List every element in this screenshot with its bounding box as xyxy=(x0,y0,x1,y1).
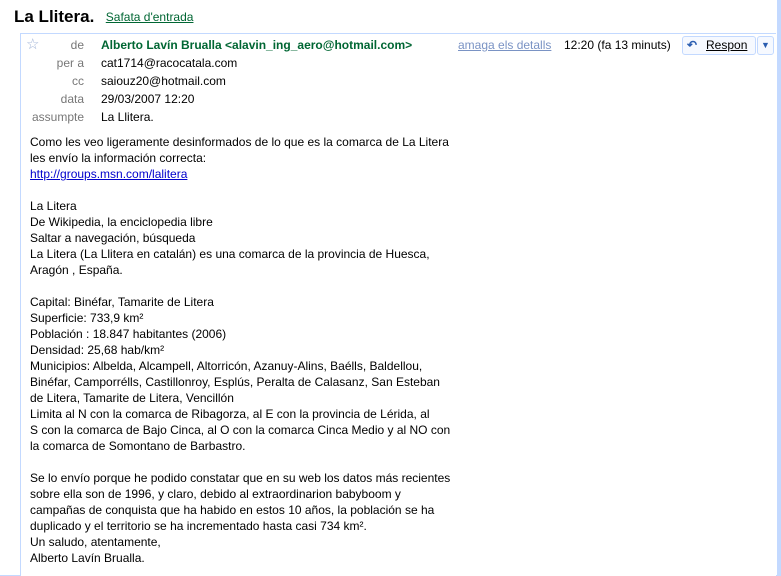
sender[interactable]: Alberto Lavín Brualla <alavin_ing_aero@hotmail.com> xyxy=(101,38,413,52)
from-label: de xyxy=(70,38,84,52)
subject-label: assumpte xyxy=(31,110,84,124)
to-value: cat1714@racocatala.com xyxy=(101,56,238,70)
to-label: per a xyxy=(56,56,84,70)
group-link[interactable]: http://groups.msn.com/lalitera xyxy=(30,167,188,181)
cc-value: saiouz20@hotmail.com xyxy=(101,74,226,88)
reply-arrow-icon: ↶ xyxy=(687,38,698,52)
message-body xyxy=(30,134,550,566)
more-options-button[interactable] xyxy=(757,36,774,55)
reply-button[interactable] xyxy=(682,36,756,55)
cc-label: cc xyxy=(72,74,84,88)
inbox-label-link[interactable]: Safata d'entrada xyxy=(105,10,194,24)
message-time: 12:20 (fa 13 minuts) xyxy=(564,38,671,52)
email-subject: La Llitera. xyxy=(14,7,95,26)
chevron-down-icon: ▼ xyxy=(761,40,770,50)
reply-label: Respon xyxy=(706,38,748,52)
subject-row xyxy=(14,7,193,27)
message-card xyxy=(20,33,776,576)
star-icon[interactable]: ☆ xyxy=(26,36,40,53)
date-value: 29/03/2007 12:20 xyxy=(101,92,195,106)
hide-details-link[interactable]: amaga els detalls xyxy=(458,38,552,52)
body-text: La Litera De Wikipedia, la enciclopedia libre Saltar a navegación, búsqueda La Litera (La Llitera en catalán) es una comarca de la provincia de Huesca, Aragón , España. Capital: Binéfar, Tamarite de Litera Superficie: 733,9 km² Población : 18.847 habitantes (2006) Densidad: 25,68 hab/km² Municipios: Albelda, Alcampell, Altorricón, Azanuy-Alins, Baélls, Baldellou, Binéfar, Camporrélls, Castillonroy, Esplús, Peralta de Calasanz, San Esteban de Litera, Tamarite de Litera, Vencillón Limita al N con la comarca de Ribagorza, al E con la provincia de Lérida, al S con la comarca de Bajo Cinca, al O con la comarca Cinca Medio y al NO con la comarca de Somontano de Barbastro. Se lo envío porque he podido constatar que en su web los datos más recientes sobre ella son de 1996, y claro, debido al extraordinarion babyboom y campañas de conquista que ha habido en estos 10 años, la población se ha duplicado y el territorio se ha incrementado hasta casi 734 km². Un saludo, atentamente, Alberto Lavín Brualla. xyxy=(30,199,451,565)
body-intro: Como les veo ligeramente desinformados de lo que es la comarca de La Litera les envío la información correcta: xyxy=(30,135,449,165)
date-label: data xyxy=(60,92,84,106)
subject-value: La Llitera. xyxy=(101,110,154,124)
